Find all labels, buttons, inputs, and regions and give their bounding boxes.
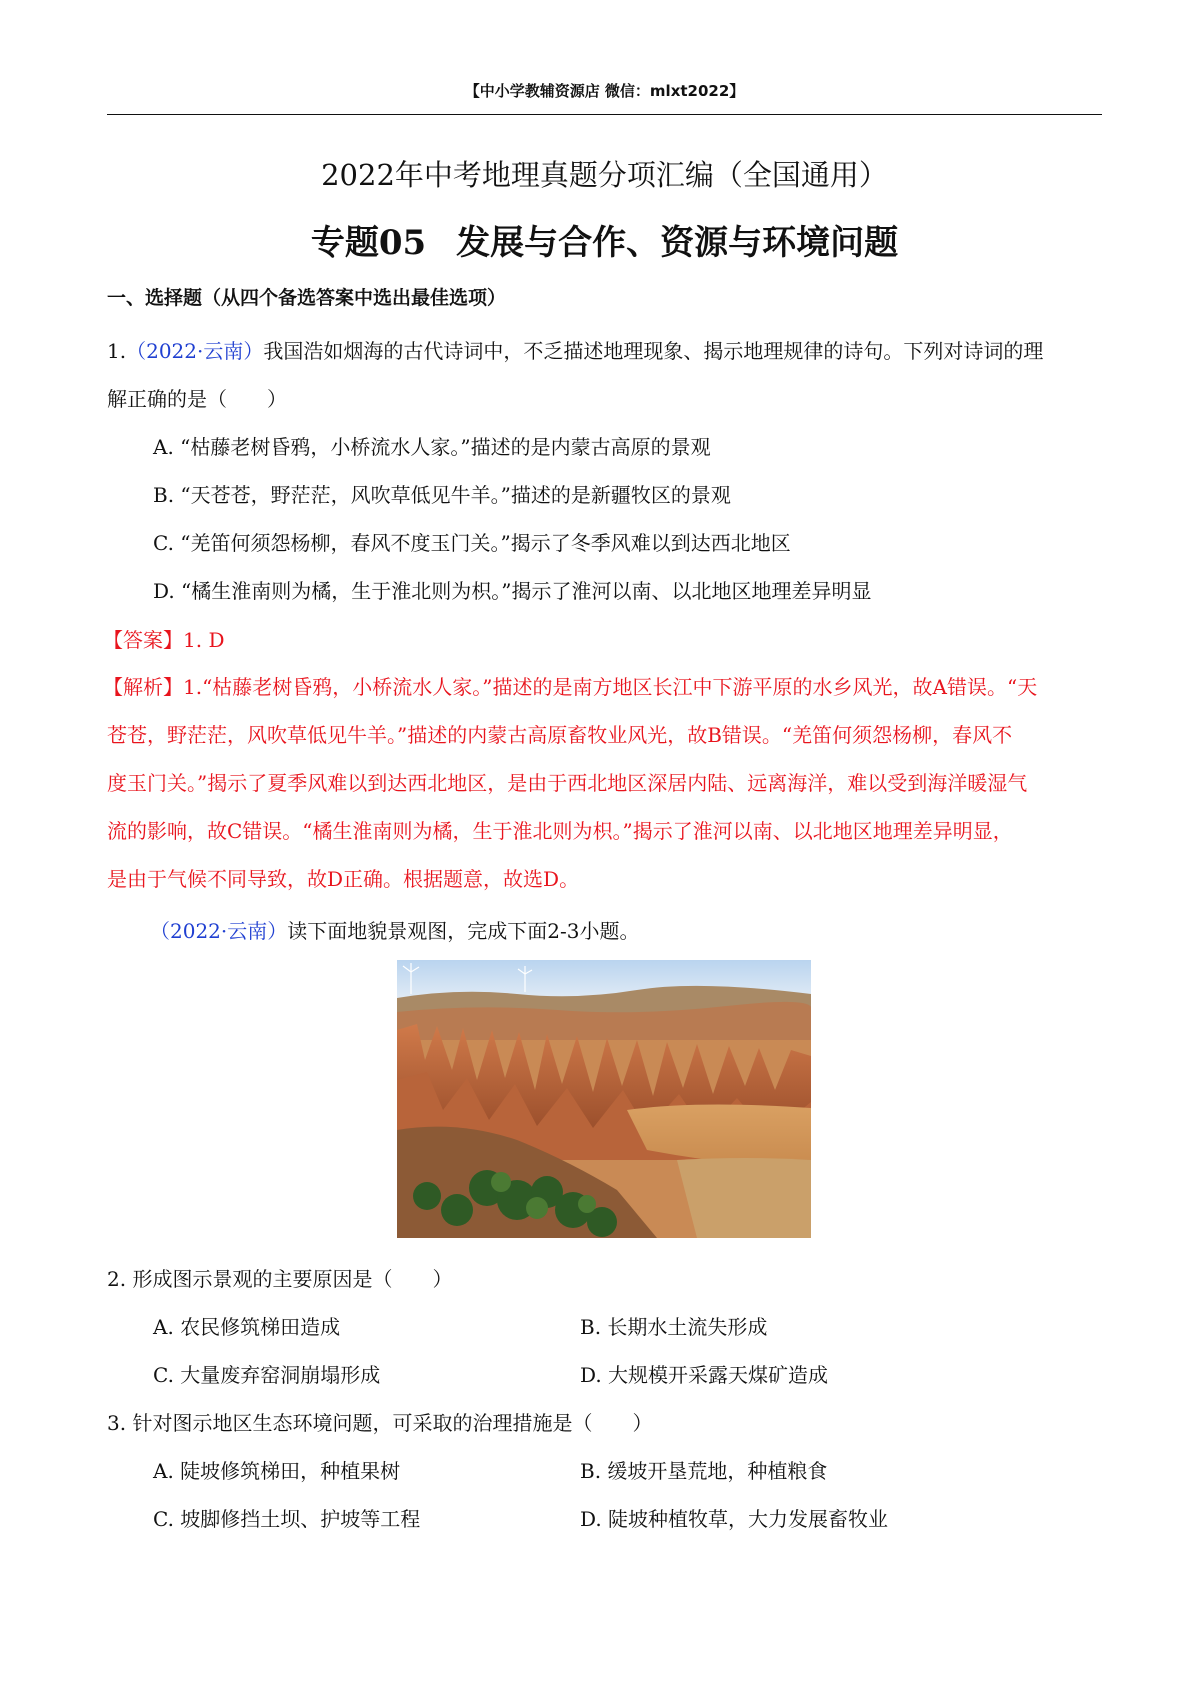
q1-analysis-line4: 流的影响，故C错误。“橘生淮南则为橘，生于淮北则为枳。”揭示了淮河以南、以北地区地理差异明显， [107,819,1013,843]
q1-analysis-line1 [103,671,1037,700]
q1-option-b: B. “天苍苍，野茫茫，风吹草低见牛羊。”描述的是新疆牧区的景观 [153,483,731,507]
q1-analysis-line5: 是由于气候不同导致，故D正确。根据题意，故选D。 [107,867,580,891]
document-title: 2022年中考地理真题分项汇编（全国通用） [321,158,888,192]
answer-value: 1. D [183,628,225,652]
answer-label: 【答案】 [103,628,183,652]
section-heading: 一、选择题（从四个备选答案中选出最佳选项） [107,287,507,309]
page-header: 【中小学教辅资源店 微信：mlxt2022】 [464,82,745,100]
subtitle-label: 专题05 [310,223,427,263]
q1-answer [103,624,224,653]
q1-number: 1. [107,339,127,363]
q1-stem-text: 我国浩如烟海的古代诗词中，不乏描述地理现象、揭示地理规律的诗句。下列对诗词的理 [263,339,1044,363]
analysis-label: 【解析】 [103,675,183,699]
q2-option-d: D. 大规模开采露天煤矿造成 [580,1363,829,1387]
header-divider [107,114,1102,115]
q2-stem: 2. 形成图示景观的主要原因是（ ） [107,1267,453,1291]
q2-option-c: C. 大量废弃窑洞崩塌形成 [153,1363,381,1387]
q2-option-b: B. 长期水土流失形成 [580,1315,768,1339]
document-subtitle [107,215,1102,264]
intro-source: （2022·云南） [150,919,288,943]
subtitle-text: 发展与合作、资源与环境问题 [456,223,899,263]
q1-option-d: D. “橘生淮南则为橘，生于淮北则为枳。”揭示了淮河以南、以北地区地理差异明显 [153,579,872,603]
q1-stem-line1 [107,335,1043,364]
q1-option-c: C. “羌笛何须怨杨柳，春风不度玉门关。”揭示了冬季风难以到达西北地区 [153,531,791,555]
q2-option-a: A. 农民修筑梯田造成 [153,1315,341,1339]
q3-option-b: B. 缓坡开垦荒地，种植粮食 [580,1459,828,1483]
q3-option-a: A. 陡坡修筑梯田，种植果树 [153,1459,401,1483]
q3-option-c: C. 坡脚修挡土坝、护坡等工程 [153,1507,421,1531]
intro-text: 读下面地貌景观图，完成下面2-3小题。 [287,919,640,943]
q3-option-d: D. 陡坡种植牧草，大力发展畜牧业 [580,1507,889,1531]
q1-stem-line2: 解正确的是（ ） [107,387,287,411]
q1-analysis-line3: 度玉门关。”揭示了夏季风难以到达西北地区，是由于西北地区深居内陆、远离海洋，难以受到海洋暖湿气 [107,771,1028,795]
landform-photo [397,960,811,1238]
intro-2-3 [150,915,639,944]
analysis-text-1: 1.“枯藤老树昏鸦，小桥流水人家。”描述的是南方地区长江中下游平原的水乡风光，故A错误。“天 [183,675,1038,699]
q1-option-a: A. “枯藤老树昏鸦，小桥流水人家。”描述的是内蒙古高原的景观 [153,435,711,459]
q1-analysis-line2: 苍苍，野茫茫，风吹草低见牛羊。”描述的内蒙古高原畜牧业风光，故B错误。“羌笛何须怨杨柳，春风不 [107,723,1013,747]
q1-source: （2022·云南） [126,339,264,363]
q3-stem: 3. 针对图示地区生态环境问题，可采取的治理措施是（ ） [107,1411,653,1435]
